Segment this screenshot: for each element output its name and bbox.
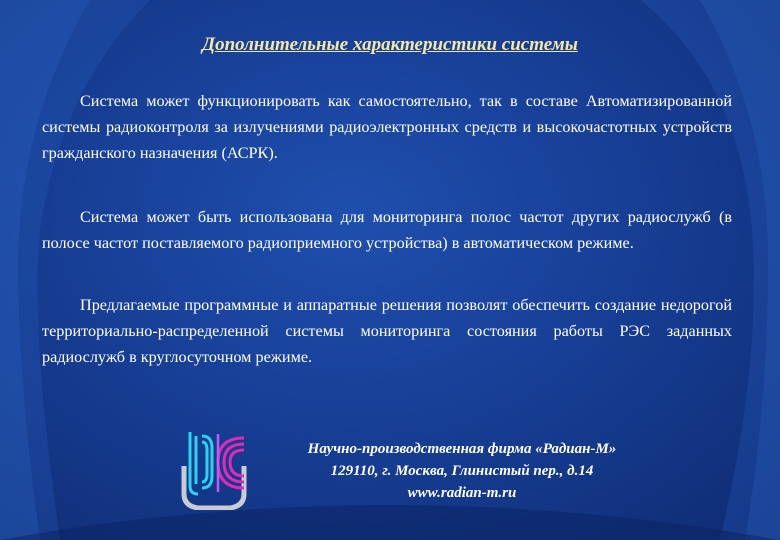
slide-title: Дополнительные характеристики системы: [202, 34, 578, 55]
radian-m-logo-icon: [178, 428, 250, 510]
company-website-link[interactable]: www.radian-m.ru: [407, 485, 517, 501]
company-address: 129110, г. Москва, Глинистый пер., д.14: [330, 463, 594, 479]
paragraph-solutions: Предлагаемые программные и аппаратные решения позволят обеспечить создание недорогой территориально-распределенной системы мониторинга состояния работы РЭС заданных радиослужб в круглосуточном режиме.: [42, 296, 732, 366]
paragraph-monitoring: Система может быть использована для мониторинга полос частот других радиослужб (в полосе частот поставляемого радиоприемного устройства) в автоматическом режиме.: [42, 208, 732, 252]
company-info: [262, 438, 662, 504]
paragraph-asrk: Система может функционировать как самостоятельно, так в составе Автоматизированной системы радиоконтроля за излучениями радиоэлектронных средств и высокочастотных устройств гражданского назначения (АСРК).: [42, 92, 732, 162]
company-name: Научно-производственная фирма «Радиан-М»: [307, 441, 617, 457]
